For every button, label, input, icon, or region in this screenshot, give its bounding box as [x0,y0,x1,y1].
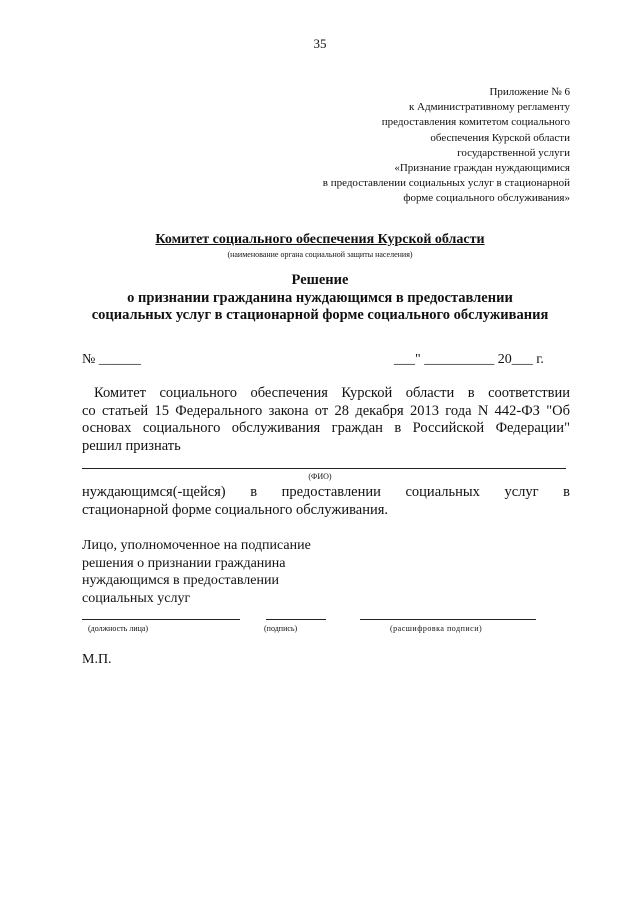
authorized-signer [82,537,311,607]
title-line: социальных услуг в стационарной форме социального обслуживания [91,307,549,323]
decision-body [82,385,570,455]
title-line: о признании гражданина нуждающимся в предоставлении [127,289,513,306]
appendix-line: «Признание граждан нуждающимися [394,162,570,175]
needy-line: стационарной форме социального обслуживания. [82,501,389,518]
signer-line: нуждающимся в предоставлении [82,573,279,588]
fio-caption: (ФИО) [308,472,332,481]
decision-number-field: № ______ [82,352,141,367]
needy-statement [82,484,570,519]
signer-line: Лицо, уполномоченное на подписание [82,538,311,553]
signature-underline [266,619,326,620]
appendix-line: обеспечения Курской области [430,131,570,144]
needy-line: нуждающимся(-щейся) в предоставлении социальных услуг в [82,484,570,500]
appendix-line: к Административному регламенту [408,101,570,114]
title-line: Решение [291,272,349,288]
appendix-line: государственной услуги [457,146,570,159]
decision-date-field: ___" __________ 20___ г. [394,352,544,367]
decoding-caption: (расшифровка подписи) [390,624,483,633]
body-line: со статьей 15 Федерального закона от 28 декабря 2013 года N 442-ФЗ "Об [82,402,570,419]
appendix-line: Приложение № 6 [489,86,570,98]
body-line: основах социального обслуживания граждан в Российской Федерации" [82,420,570,436]
position-underline [82,619,240,620]
document-title [0,272,640,325]
signer-line: решения о признании гражданина [82,555,286,571]
body-line: решил признать [82,437,181,454]
appendix-header [323,85,570,207]
appendix-line: форме социального обслуживания» [403,192,570,205]
appendix-line: в предоставлении социальных услуг в стационарной [322,177,570,190]
organization-caption: (наименование органа социальной защиты населения) [227,250,413,259]
signer-line: социальных услуг [82,590,191,606]
decoding-underline [360,619,536,620]
position-caption: (должность лица) [88,624,149,633]
fio-underline [82,468,566,469]
organization-name: Комитет социального обеспечения Курской области [155,232,485,247]
appendix-line: предоставления комитетом социального [381,116,570,129]
page-number: 35 [313,36,327,51]
signature-caption: (подпись) [264,624,298,633]
seal-place: М.П. [82,652,112,667]
body-line: Комитет социального обеспечения Курской области в соответствии [94,385,570,401]
